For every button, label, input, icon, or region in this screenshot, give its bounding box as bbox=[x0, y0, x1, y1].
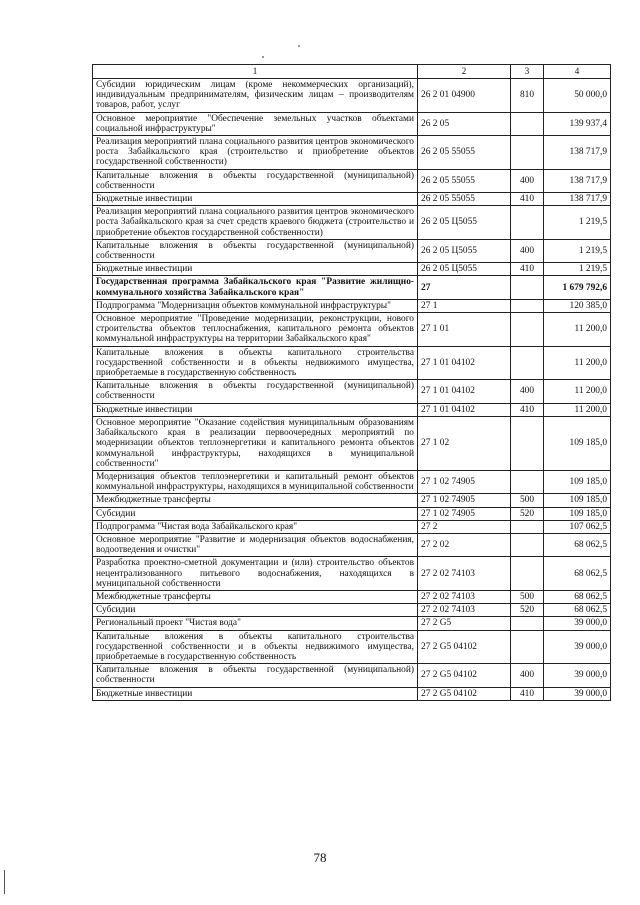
row-amount: 109 185,0 bbox=[544, 416, 611, 470]
row-expense-type bbox=[511, 630, 544, 664]
row-expense-type: 500 bbox=[511, 590, 544, 603]
row-target-code: 26 2 05 55055 bbox=[418, 193, 511, 206]
row-description: Капитальные вложения в объекты капитального строительства государственной собственности и в объекты недвижимого имущества, приобретаемые в государственную собственность bbox=[93, 630, 418, 664]
row-target-code: 26 2 05 55055 bbox=[418, 169, 511, 192]
row-target-code: 26 2 05 bbox=[418, 112, 511, 135]
row-amount: 39 000,0 bbox=[544, 630, 611, 664]
row-expense-type: 410 bbox=[511, 193, 544, 206]
table-row bbox=[93, 507, 611, 520]
table-row bbox=[93, 206, 611, 240]
row-description: Субсидии юридическим лицам (кроме некоммерческих организаций), индивидуальным предпринимателям, физическим лицам – производителям товаров, работ, услуг bbox=[93, 79, 418, 113]
row-target-code: 27 2 G5 04102 bbox=[418, 664, 511, 687]
header-col-4: 4 bbox=[544, 65, 611, 79]
row-expense-type: 810 bbox=[511, 79, 544, 113]
row-target-code: 26 2 01 04900 bbox=[418, 79, 511, 113]
row-expense-type bbox=[511, 346, 544, 380]
header-col-1: 1 bbox=[93, 65, 418, 79]
row-expense-type bbox=[511, 557, 544, 591]
row-description: Реализация мероприятий плана социального развития центров экономического роста Забайкальского края (строительство и приобретение объектов государственной собственности) bbox=[93, 136, 418, 170]
table-row bbox=[93, 630, 611, 664]
row-amount: 68 062,5 bbox=[544, 604, 611, 617]
row-expense-type bbox=[511, 533, 544, 556]
row-expense-type: 520 bbox=[511, 507, 544, 520]
row-amount: 68 062,5 bbox=[544, 557, 611, 591]
row-description: Подпрограмма "Модернизация объектов коммунальной инфраструктуры" bbox=[93, 299, 418, 312]
row-amount: 138 717,9 bbox=[544, 193, 611, 206]
row-description: Региональный проект "Чистая вода" bbox=[93, 617, 418, 630]
table-row bbox=[93, 494, 611, 507]
row-target-code: 27 1 01 04102 bbox=[418, 403, 511, 416]
row-target-code: 27 1 bbox=[418, 299, 511, 312]
row-target-code: 27 2 02 74103 bbox=[418, 590, 511, 603]
budget-table-body bbox=[93, 65, 611, 701]
row-expense-type: 400 bbox=[511, 380, 544, 403]
scan-speck bbox=[298, 45, 300, 47]
row-expense-type bbox=[511, 299, 544, 312]
row-expense-type bbox=[511, 470, 544, 493]
row-amount: 39 000,0 bbox=[544, 687, 611, 700]
row-target-code: 27 2 02 74103 bbox=[418, 604, 511, 617]
row-amount: 1 219,5 bbox=[544, 263, 611, 276]
row-description: Основное мероприятие "Обеспечение земельных участков объектами социальной инфраструктуры" bbox=[93, 112, 418, 135]
row-expense-type bbox=[511, 617, 544, 630]
row-target-code: 27 1 01 04102 bbox=[418, 346, 511, 380]
row-description: Подпрограмма "Чистая вода Забайкальского края" bbox=[93, 520, 418, 533]
row-expense-type bbox=[511, 416, 544, 470]
table-row bbox=[93, 403, 611, 416]
table-row bbox=[93, 112, 611, 135]
scan-margin-mark bbox=[4, 870, 5, 894]
table-row bbox=[93, 520, 611, 533]
row-description: Основное мероприятие "Проведение модернизации, реконструкции, нового строительства объектов теплоснабжения, капитального ремонта объектов коммунальной инфраструктуры на территории Забайкальского края" bbox=[93, 313, 418, 347]
row-target-code: 27 2 G5 bbox=[418, 617, 511, 630]
header-col-2: 2 bbox=[418, 65, 511, 79]
row-expense-type: 400 bbox=[511, 239, 544, 262]
table-row bbox=[93, 193, 611, 206]
table-row bbox=[93, 299, 611, 312]
row-amount: 39 000,0 bbox=[544, 664, 611, 687]
row-description: Бюджетные инвестиции bbox=[93, 263, 418, 276]
header-col-3: 3 bbox=[511, 65, 544, 79]
table-row bbox=[93, 617, 611, 630]
row-expense-type: 410 bbox=[511, 263, 544, 276]
row-description: Государственная программа Забайкальского края "Развитие жилищно-коммунального хозяйства Забайкальского края" bbox=[93, 276, 418, 299]
table-row bbox=[93, 239, 611, 262]
row-target-code: 27 1 01 04102 bbox=[418, 380, 511, 403]
table-row bbox=[93, 533, 611, 556]
row-expense-type: 400 bbox=[511, 169, 544, 192]
row-expense-type bbox=[511, 112, 544, 135]
row-target-code: 27 2 02 bbox=[418, 533, 511, 556]
table-row bbox=[93, 169, 611, 192]
row-description: Реализация мероприятий плана социального развития центров экономического роста Забайкальского края за счет средств краевого бюджета (строительство и приобретение объектов государственной собственности) bbox=[93, 206, 418, 240]
row-description: Бюджетные инвестиции bbox=[93, 403, 418, 416]
row-description: Модернизация объектов теплоэнергетики и капитальный ремонт объектов коммунальной инфраструктуры, находящихся в муниципальной собственности bbox=[93, 470, 418, 493]
row-description: Межбюджетные трансферты bbox=[93, 590, 418, 603]
row-amount: 11 200,0 bbox=[544, 380, 611, 403]
table-row bbox=[93, 313, 611, 347]
table-row bbox=[93, 687, 611, 700]
row-description: Бюджетные инвестиции bbox=[93, 193, 418, 206]
row-description: Разработка проектно-сметной документации и (или) строительство объектов нецентрализованного питьевого водоснабжения, находящихся в муниципальной собственности bbox=[93, 557, 418, 591]
row-expense-type bbox=[511, 206, 544, 240]
table-row bbox=[93, 416, 611, 470]
table-header-row bbox=[93, 65, 611, 79]
table-row bbox=[93, 276, 611, 299]
row-description: Основное мероприятие "Оказание содействия муниципальным образованиям Забайкальского края в реализации первоочередных мероприятий по модернизации объектов теплоэнергетики и капитального ремонта объектов коммунальной инфраструктуры, находящихся в муниципальной собственности" bbox=[93, 416, 418, 470]
row-target-code: 27 1 01 bbox=[418, 313, 511, 347]
table-row bbox=[93, 263, 611, 276]
table-row bbox=[93, 346, 611, 380]
row-amount: 1 219,5 bbox=[544, 239, 611, 262]
table-row bbox=[93, 470, 611, 493]
row-target-code: 26 2 05 Ц5055 bbox=[418, 239, 511, 262]
table-row bbox=[93, 557, 611, 591]
row-expense-type bbox=[511, 313, 544, 347]
row-target-code: 27 1 02 74905 bbox=[418, 507, 511, 520]
table-row bbox=[93, 604, 611, 617]
row-target-code: 27 2 bbox=[418, 520, 511, 533]
row-description: Бюджетные инвестиции bbox=[93, 687, 418, 700]
row-target-code: 26 2 05 Ц5055 bbox=[418, 206, 511, 240]
row-amount: 138 717,9 bbox=[544, 136, 611, 170]
row-description: Капитальные вложения в объекты государственной (муниципальной) собственности bbox=[93, 239, 418, 262]
row-expense-type bbox=[511, 520, 544, 533]
row-expense-type: 500 bbox=[511, 494, 544, 507]
row-description: Капитальные вложения в объекты государственной (муниципальной) собственности bbox=[93, 169, 418, 192]
budget-table bbox=[92, 64, 611, 701]
row-expense-type: 520 bbox=[511, 604, 544, 617]
row-description: Капитальные вложения в объекты государственной (муниципальной) собственности bbox=[93, 664, 418, 687]
row-target-code: 26 2 05 Ц5055 bbox=[418, 263, 511, 276]
table-row bbox=[93, 79, 611, 113]
row-target-code: 27 bbox=[418, 276, 511, 299]
row-target-code: 27 1 02 74905 bbox=[418, 494, 511, 507]
table-row bbox=[93, 136, 611, 170]
row-target-code: 26 2 05 55055 bbox=[418, 136, 511, 170]
row-expense-type: 400 bbox=[511, 664, 544, 687]
row-target-code: 27 2 02 74103 bbox=[418, 557, 511, 591]
row-amount: 109 185,0 bbox=[544, 494, 611, 507]
row-description: Межбюджетные трансферты bbox=[93, 494, 418, 507]
row-description: Субсидии bbox=[93, 604, 418, 617]
row-expense-type: 410 bbox=[511, 687, 544, 700]
row-expense-type: 410 bbox=[511, 403, 544, 416]
row-target-code: 27 2 G5 04102 bbox=[418, 687, 511, 700]
row-description: Капитальные вложения в объекты государственной (муниципальной) собственности bbox=[93, 380, 418, 403]
row-amount: 50 000,0 bbox=[544, 79, 611, 113]
row-target-code: 27 1 02 74905 bbox=[418, 470, 511, 493]
row-amount: 109 185,0 bbox=[544, 507, 611, 520]
row-expense-type bbox=[511, 136, 544, 170]
row-amount: 68 062,5 bbox=[544, 590, 611, 603]
row-expense-type bbox=[511, 276, 544, 299]
row-amount: 68 062,5 bbox=[544, 533, 611, 556]
row-description: Капитальные вложения в объекты капитального строительства государственной собственности и в объекты недвижимого имущества, приобретаемые в государственную собственность bbox=[93, 346, 418, 380]
row-amount: 139 937,4 bbox=[544, 112, 611, 135]
row-amount: 39 000,0 bbox=[544, 617, 611, 630]
table-row bbox=[93, 590, 611, 603]
row-amount: 138 717,9 bbox=[544, 169, 611, 192]
row-amount: 1 679 792,6 bbox=[544, 276, 611, 299]
scan-speck bbox=[262, 56, 264, 58]
table-row bbox=[93, 664, 611, 687]
row-amount: 1 219,5 bbox=[544, 206, 611, 240]
row-amount: 11 200,0 bbox=[544, 346, 611, 380]
table-row bbox=[93, 380, 611, 403]
page-number: 78 bbox=[313, 850, 327, 865]
row-amount: 109 185,0 bbox=[544, 470, 611, 493]
row-amount: 11 200,0 bbox=[544, 313, 611, 347]
row-target-code: 27 2 G5 04102 bbox=[418, 630, 511, 664]
row-amount: 107 062,5 bbox=[544, 520, 611, 533]
row-description: Субсидии bbox=[93, 507, 418, 520]
row-amount: 11 200,0 bbox=[544, 403, 611, 416]
row-amount: 120 385,0 bbox=[544, 299, 611, 312]
row-description: Основное мероприятие "Развитие и модернизация объектов водоснабжения, водоотведения и очистки" bbox=[93, 533, 418, 556]
row-target-code: 27 1 02 bbox=[418, 416, 511, 470]
